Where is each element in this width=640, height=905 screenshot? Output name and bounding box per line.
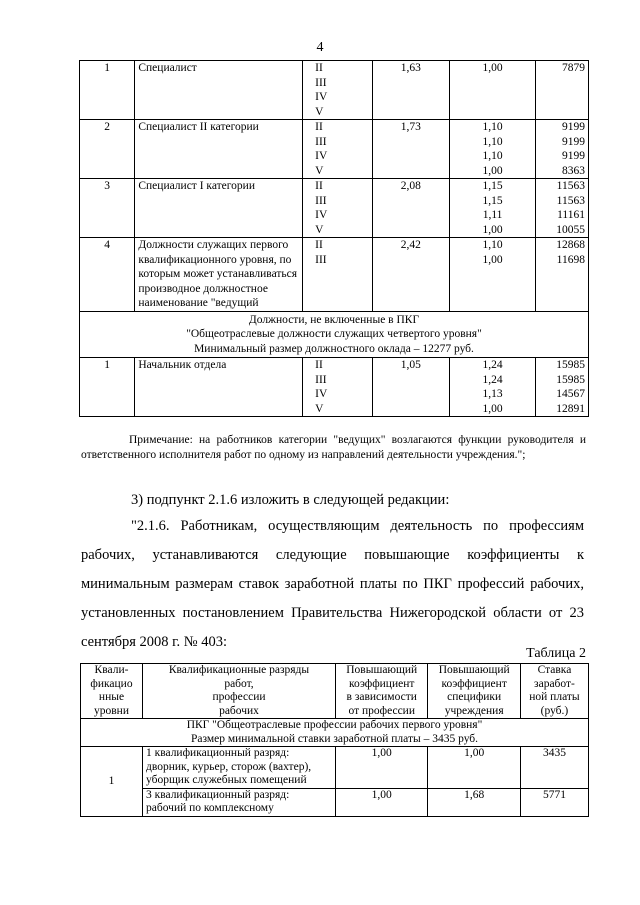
header-rate-line: ной платы bbox=[529, 691, 580, 703]
qualification-level-line: III bbox=[315, 76, 327, 89]
raising-coefficient-line: 1,15 bbox=[482, 194, 503, 207]
qualification-level-line: IV bbox=[315, 388, 328, 400]
raising-coefficient-line: 1,00 bbox=[482, 402, 503, 415]
raising-coefficient-line: 1,11 bbox=[482, 209, 503, 221]
header-prof-coef-line: от профессии bbox=[348, 704, 415, 717]
header-levels-line: нные bbox=[98, 691, 125, 703]
salary-line: 15985 bbox=[556, 373, 585, 386]
page-number: 4 bbox=[316, 40, 324, 55]
grade-description: 1 квалификационный разряд: дворник, курьер, сторож (вахтер), уборщик служебных помещений bbox=[143, 747, 336, 789]
header-inst-coef-line: Повышающий bbox=[438, 664, 510, 676]
raising-coefficient-line: 1,00 bbox=[482, 62, 503, 74]
row-number: 3 bbox=[80, 179, 135, 238]
qualification-level-line: V bbox=[315, 402, 324, 415]
salary-line: 8363 bbox=[562, 164, 585, 177]
raising-coefficient-line: 1,10 bbox=[482, 121, 503, 133]
header-levels-line: фикацио bbox=[90, 677, 133, 690]
salary bbox=[536, 238, 589, 312]
salary bbox=[536, 61, 589, 120]
salary bbox=[536, 358, 589, 417]
coefficient: 2,42 bbox=[372, 238, 449, 312]
header-rate-line: Ставка bbox=[537, 664, 572, 676]
header-prof-coef-line: коэффициент bbox=[349, 677, 415, 690]
inst-coefficient: 1,00 bbox=[428, 747, 520, 789]
qualification-level-line: III bbox=[315, 194, 327, 207]
coefficient: 1,73 bbox=[372, 120, 449, 179]
qualification-level bbox=[303, 61, 373, 120]
header-levels bbox=[81, 664, 143, 719]
header-rate-line: заработ- bbox=[534, 677, 575, 690]
inst-coefficient: 1,68 bbox=[428, 788, 520, 816]
raising-coefficient-line: 1,15 bbox=[482, 180, 503, 192]
section-heading-line: "Общеотраслевые должности служащих четвертого уровня" bbox=[186, 328, 482, 340]
qualification-level bbox=[303, 238, 373, 312]
qualification-level-line: V bbox=[315, 105, 324, 118]
section-heading-line: Должности, не включенные в ПКГ bbox=[248, 313, 420, 326]
qualification-level: 1 bbox=[81, 747, 143, 817]
raising-coefficient bbox=[450, 358, 536, 417]
salary-line: 14567 bbox=[556, 388, 585, 400]
raising-coefficient-line: 1,00 bbox=[482, 253, 503, 266]
table-row bbox=[80, 61, 589, 120]
qualification-level-line: IV bbox=[315, 150, 328, 162]
header-prof-coef-line: в зависимости bbox=[346, 691, 417, 703]
workers-coefficients-table bbox=[80, 663, 589, 817]
qualification-level bbox=[303, 120, 373, 179]
header-grades-line: работ, bbox=[224, 677, 254, 690]
position-name: Специалист bbox=[135, 61, 303, 120]
table-row bbox=[80, 358, 589, 417]
qualification-level-line: II bbox=[315, 180, 323, 192]
qualification-level bbox=[303, 179, 373, 238]
positions-table-body bbox=[80, 61, 589, 417]
table-row bbox=[81, 747, 589, 789]
position-name: Должности служащих первого квалификационного уровня, по которым может устанавливаться производное должностное наименование "ведущий bbox=[135, 238, 303, 312]
salary-line: 10055 bbox=[556, 223, 585, 236]
row-number: 2 bbox=[80, 120, 135, 179]
workers-table-body bbox=[81, 664, 589, 817]
salary-line: 9199 bbox=[562, 135, 585, 148]
raising-coefficient-line: 1,00 bbox=[482, 164, 503, 177]
row-number: 1 bbox=[80, 61, 135, 120]
table-row bbox=[81, 788, 589, 816]
qualification-level-line: V bbox=[315, 164, 324, 177]
salary-line: 12891 bbox=[556, 402, 585, 415]
qualification-level bbox=[303, 358, 373, 417]
clause-2-1-6-paragraph: "2.1.6. Работникам, осуществляющим деятельность по профессиям рабочих, устанавливаются следующие повышающие коэффициенты к минимальным размерам ставок заработной платы по ПКГ профессий рабочих, установленных постановлением Правительства Нижегородской области от 23 сентября 2008 г. № 403: bbox=[81, 518, 584, 650]
header-grades-line: Квалификационные разряды bbox=[168, 664, 310, 676]
row-number: 1 bbox=[80, 358, 135, 417]
coefficient: 2,08 bbox=[372, 179, 449, 238]
grade-description: 3 квалификационный разряд: рабочий по комплексному bbox=[143, 788, 336, 816]
qualification-level-line: II bbox=[315, 359, 323, 371]
raising-coefficient-line: 1,10 bbox=[482, 239, 503, 251]
position-name: Начальник отдела bbox=[135, 358, 303, 417]
salary-line: 15985 bbox=[556, 359, 585, 371]
position-name: Специалист I категории bbox=[135, 179, 303, 238]
table-note bbox=[81, 433, 586, 463]
header-levels-line: уровни bbox=[94, 704, 129, 717]
raising-coefficient-line: 1,10 bbox=[482, 135, 503, 148]
salary-line: 9199 bbox=[562, 121, 585, 133]
wage-rate: 5771 bbox=[520, 788, 588, 816]
salary-line: 11161 bbox=[557, 209, 585, 221]
salary-line: 11698 bbox=[556, 253, 585, 266]
salary-line: 9199 bbox=[562, 150, 585, 162]
header-rate-line: (руб.) bbox=[540, 704, 569, 717]
header-prof-coef-line: Повышающий bbox=[346, 664, 418, 676]
prof-coefficient: 1,00 bbox=[336, 788, 428, 816]
raising-coefficient-line: 1,10 bbox=[482, 150, 503, 162]
table-row bbox=[80, 120, 589, 179]
row-number: 4 bbox=[80, 238, 135, 312]
header-inst-coef-line: коэффициент bbox=[441, 677, 507, 690]
note-text: Примечание: на работников категории "ведущих" возлагаются функции руководителя и ответственного исполнителя работ по одному из направлений деятельности учреждения."; bbox=[81, 434, 586, 461]
salary-line: 7879 bbox=[562, 62, 585, 74]
section-heading bbox=[81, 719, 589, 747]
section-row bbox=[81, 719, 589, 747]
header-rate bbox=[520, 664, 588, 719]
section-heading bbox=[80, 311, 589, 358]
raising-coefficient-line: 1,00 bbox=[482, 223, 503, 236]
section-heading-line: Минимальный размер должностного оклада – 12277 руб. bbox=[194, 342, 474, 355]
raising-coefficient bbox=[450, 61, 536, 120]
subitem-3-paragraph: 3) подпункт 2.1.6 изложить в следующей редакции: bbox=[131, 492, 450, 508]
raising-coefficient bbox=[450, 238, 536, 312]
salary bbox=[536, 179, 589, 238]
qualification-level-line: IV bbox=[315, 209, 328, 221]
qualification-level-line: II bbox=[315, 239, 323, 251]
raising-coefficient-line: 1,24 bbox=[482, 373, 503, 386]
prof-coefficient: 1,00 bbox=[336, 747, 428, 789]
header-row bbox=[81, 664, 589, 719]
qualification-level-line: II bbox=[315, 121, 323, 133]
header-inst-coef-line: учреждения bbox=[444, 704, 504, 717]
raising-coefficient bbox=[450, 120, 536, 179]
coefficient: 1,05 bbox=[372, 358, 449, 417]
salary-line: 12868 bbox=[556, 239, 585, 251]
section-heading-line: ПКГ "Общеотраслевые профессии рабочих первого уровня" bbox=[186, 719, 483, 731]
qualification-level-line: II bbox=[315, 62, 323, 74]
salary-line: 11563 bbox=[556, 194, 585, 207]
header-grades-line: профессии bbox=[212, 691, 266, 703]
table-row bbox=[80, 238, 589, 312]
position-name: Специалист II категории bbox=[135, 120, 303, 179]
raising-coefficient-line: 1,24 bbox=[482, 359, 503, 371]
qualification-level-line: III bbox=[315, 253, 327, 266]
section-heading-line: Размер минимальной ставки заработной платы – 3435 руб. bbox=[190, 732, 479, 745]
qualification-level-line: III bbox=[315, 135, 327, 148]
header-levels-line: Квали- bbox=[94, 664, 129, 676]
qualification-level-line: V bbox=[315, 223, 324, 236]
table-row bbox=[80, 179, 589, 238]
positions-table bbox=[79, 60, 589, 417]
header-grades-line: рабочих bbox=[219, 704, 259, 717]
header-inst-coef bbox=[428, 664, 520, 719]
salary bbox=[536, 120, 589, 179]
table-2-caption: Таблица 2 bbox=[526, 646, 586, 661]
header-grades bbox=[143, 664, 336, 719]
header-inst-coef-line: специфики bbox=[447, 691, 502, 703]
qualification-level-line: III bbox=[315, 373, 327, 386]
coefficient: 1,63 bbox=[372, 61, 449, 120]
header-prof-coef bbox=[336, 664, 428, 719]
raising-coefficient bbox=[450, 179, 536, 238]
raising-coefficient-line: 1,13 bbox=[482, 388, 503, 400]
salary-line: 11563 bbox=[556, 180, 585, 192]
wage-rate: 3435 bbox=[520, 747, 588, 789]
section-row bbox=[80, 311, 589, 358]
qualification-level-line: IV bbox=[315, 91, 328, 103]
